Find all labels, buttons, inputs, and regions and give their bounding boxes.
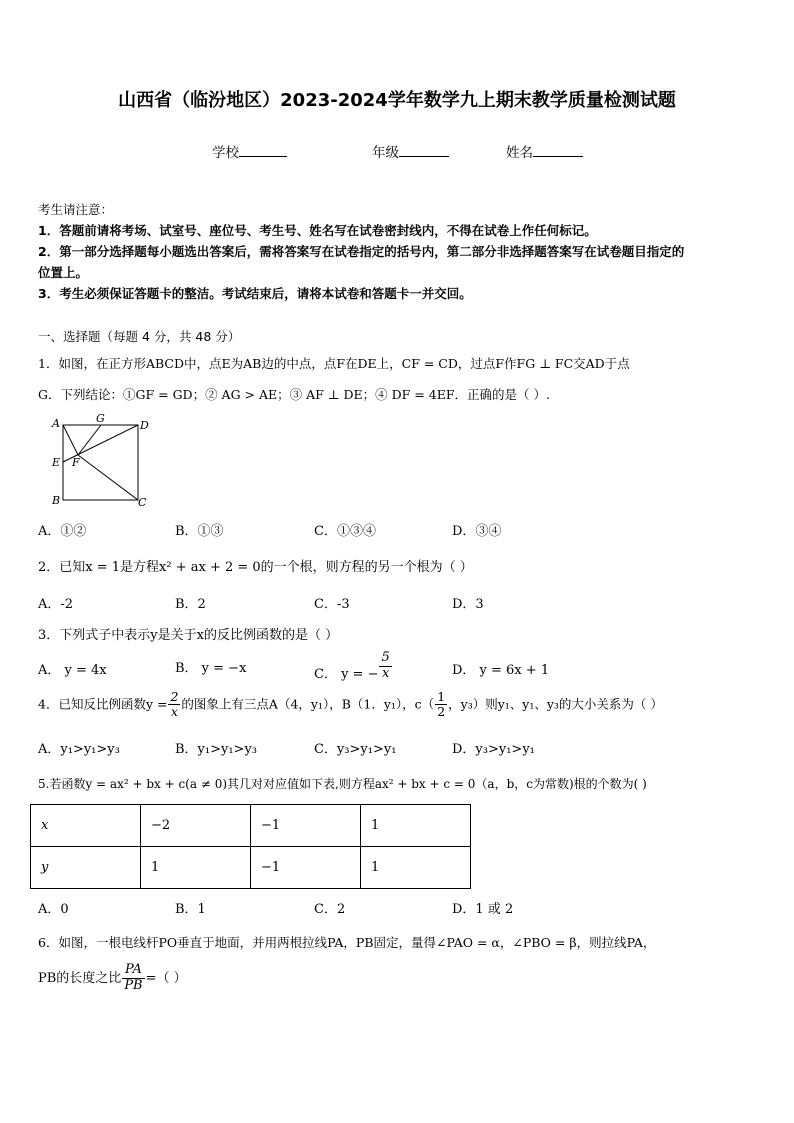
q3-option-b: B． y = −x <box>175 661 247 676</box>
q4-option-b: B．y₁>y₁>y₃ <box>175 742 258 757</box>
label-d: D <box>140 419 149 432</box>
notice-item: 位置上。 <box>38 265 89 280</box>
q6-line2-pre: PB的长度之比 <box>38 970 122 986</box>
segment-fg <box>78 425 101 455</box>
notice-block <box>38 199 684 304</box>
school-blank <box>239 142 287 157</box>
frac-denominator: 2 <box>437 704 446 720</box>
q2-option-a: A．-2 <box>38 597 74 612</box>
q5-option-b: B．1 <box>175 902 206 917</box>
q5-option-c: C．2 <box>314 902 346 917</box>
q3-option-a: A． y = 4x <box>38 663 107 678</box>
q4-option-d: D．y₃>y₁>y₁ <box>452 742 535 757</box>
q2-option-d: D．3 <box>452 597 484 612</box>
q2-option-b: B．2 <box>175 597 206 612</box>
table-row <box>31 805 471 847</box>
q4-option-c: C．y₃>y₁>y₁ <box>314 742 397 757</box>
grade-blank <box>399 142 449 157</box>
table-cell: 1 <box>361 847 471 889</box>
q6-fraction <box>122 963 144 994</box>
label-g: G <box>96 412 105 425</box>
q1-line2: G．下列结论：①GF = GD；② AG > AE；③ AF ⊥ DE；④ DF = 4EF．正确的是（ ）. <box>38 387 550 402</box>
table-cell: x <box>31 805 141 847</box>
q3-stem: 3．下列式子中表示y是关于x的反比例函数的是（ ） <box>38 628 339 643</box>
q4-stem <box>38 690 663 720</box>
q4-option-a: A．y₁>y₁>y₃ <box>38 742 120 757</box>
q2-stem: 2．已知x = 1是方程x² + ax + 2 = 0的一个根，则方程的另一个根为（ ） <box>38 560 473 575</box>
q3-option-c <box>314 651 393 682</box>
q3-option-d: D． y = 6x + 1 <box>452 663 550 678</box>
frac-numerator: 5 <box>381 650 390 665</box>
frac-denominator: x <box>170 704 178 720</box>
q4-fraction <box>168 690 180 720</box>
label-b: B <box>52 494 61 507</box>
name-field <box>506 141 583 161</box>
q1-line1: 1．如图，在正方形ABCD中，点E为AB边的中点，点F在DE上，CF = CD，过点F作FG ⊥ FC交AD于点 <box>38 356 630 371</box>
table-cell: −1 <box>251 805 361 847</box>
q1-option-c: C．①③④ <box>314 524 376 539</box>
q2-option-c: C．-3 <box>314 597 350 612</box>
section-heading: 一、选择题（每题 4 分，共 48 分） <box>38 329 241 344</box>
q6-line2 <box>38 963 187 994</box>
q5-table <box>30 804 471 889</box>
table-cell: −2 <box>141 805 251 847</box>
notice-item: 1．答题前请将考场、试室号、座位号、考生号、姓名写在试卷密封线内，不得在试卷上作任何标记。 <box>38 223 597 238</box>
q1-option-b: B．①③ <box>175 524 224 539</box>
table-cell: 1 <box>141 847 251 889</box>
table-cell: 1 <box>361 805 471 847</box>
table-row <box>31 847 471 889</box>
label-f: F <box>72 456 80 469</box>
page-title: 山西省（临汾地区）2023-2024学年数学九上期末教学质量检测试题 <box>118 90 676 111</box>
label-a: A <box>52 417 60 430</box>
q5-stem: 5.若函数y = ax² + bx + c(a ≠ 0)其几对对应值如下表,则方程ax² + bx + c = 0（a，b，c为常数)根的个数为( ) <box>38 777 647 791</box>
table-cell: −1 <box>251 847 361 889</box>
name-label: 姓名 <box>506 145 533 161</box>
frac-numerator: PA <box>122 963 144 979</box>
q3-option-c-fraction <box>379 651 391 682</box>
q1-option-a: A．①② <box>38 524 87 539</box>
label-c: C <box>138 496 147 509</box>
q3-option-c-text: C． y = − <box>314 666 379 682</box>
label-e: E <box>52 456 61 469</box>
name-blank <box>533 142 583 157</box>
grade-label: 年级 <box>372 145 399 161</box>
q4-stem-post: ，y₃）则y₁、y₁、y₃的大小关系为（ ） <box>448 696 663 712</box>
q5-option-a: A．0 <box>38 902 69 917</box>
q4-stem-pre: 4．已知反比例函数y = <box>38 696 168 712</box>
q1-option-d: D．③④ <box>452 524 502 539</box>
q4-fraction-half <box>435 690 447 720</box>
school-field <box>212 141 287 161</box>
notice-item: 3．考生必须保证答题卡的整洁。考试结束后，请将本试卷和答题卡一并交回。 <box>38 286 472 301</box>
notice-item: 2．第一部分选择题每小题选出答案后，需将答案写在试卷指定的括号内，第二部分非选择题答案写在试卷题目指定的 <box>38 244 685 259</box>
q6-line2-post: =（ ） <box>145 970 187 986</box>
frac-denominator: PB <box>124 977 143 993</box>
q4-stem-mid: 的图象上有三点A（4，y₁），B（1．y₁），c（ <box>181 696 435 712</box>
frac-numerator: 1 <box>437 689 446 704</box>
grade-field <box>372 141 449 161</box>
segment-fc <box>78 455 138 500</box>
segment-af <box>63 425 78 455</box>
frac-numerator: 2 <box>170 689 179 704</box>
q1-figure <box>50 410 160 510</box>
q5-option-d: D．1 或 2 <box>452 902 514 917</box>
frac-denominator: x <box>381 665 390 681</box>
table-cell: y <box>31 847 141 889</box>
notice-heading: 考生请注意： <box>38 202 114 217</box>
school-label: 学校 <box>212 145 239 161</box>
q6-line1: 6．如图，一根电线杆PO垂直于地面，并用两根拉线PA，PB固定，量得∠PAO = α，∠PBO = β，则拉线PA， <box>38 935 656 950</box>
